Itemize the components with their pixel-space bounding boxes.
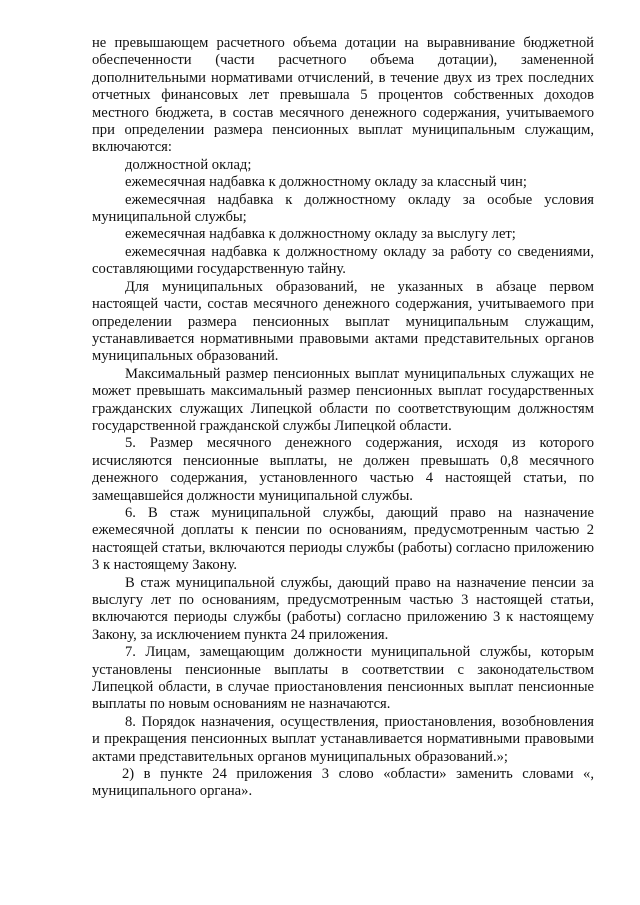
paragraph-part-8: 8. Порядок назначения, осуществления, приостановления, возобновления и прекращения пенсионных выплат устанавливается нормативными правовыми актами представительных органов муниципальных образований.»; — [92, 713, 594, 765]
paragraph-part-6: 6. В стаж муниципальной службы, дающий право на назначение ежемесячной доплаты к пенсии по основаниям, предусмотренным частью 2 настоящей статьи, включаются периоды службы (работы) согласно приложению 3 к настоящему Закону. — [92, 504, 594, 574]
paragraph-continuation: не превышающем расчетного объема дотации на выравнивание бюджетной обеспеченности (части расчетного объема дотации), замененной дополнительными нормативами отчислений, в течение двух из трех последних отчетных финансовых лет превышала 5 процентов собственных доходов местного бюджета, в состав месячного денежного содержания, учитываемого при определении размера пенсионных выплат муниципальным служащим, включаются: — [92, 35, 594, 156]
list-item-salary: должностной оклад; — [125, 156, 252, 173]
paragraph-other-municipalities: Для муниципальных образований, не указанных в абзаце первом настоящей части, состав месячного денежного содержания, учитываемого при определении размера пенсионных выплат муниципальным служащим, устанавливается нормативными правовыми актами представительных органов муниципальных образований. — [92, 278, 594, 365]
paragraph-part-5: 5. Размер месячного денежного содержания, исходя из которого исчисляются пенсионные выплаты, не должен превышать 0,8 месячного денежного содержания, установленного частью 4 настоящей статьи, по замещавшейся должности муниципальной службы. — [92, 435, 594, 504]
list-item-state-secret-bonus: ежемесячная надбавка к должностному окладу за работу со сведениями, составляющими государственную тайну. — [92, 243, 594, 278]
list-item-special-conditions-bonus: ежемесячная надбавка к должностному окладу за особые условия муниципальной службы; — [92, 191, 594, 226]
list-item-rank-bonus: ежемесячная надбавка к должностному окладу за классный чин; — [125, 174, 527, 191]
paragraph-part-7: 7. Лицам, замещающим должности муниципальной службы, которым установлены пенсионные выплаты в соответствии с законодательством Липецкой области, в случае приостановления пенсионных выплат пенсионные выплаты по новым основаниям не назначаются. — [92, 644, 594, 713]
paragraph-item-2: 2) в пункте 24 приложения 3 слово «области» заменить словами «, муниципального органа». — [92, 766, 594, 800]
paragraph-maximum-pension: Максимальный размер пенсионных выплат муниципальных служащих не может превышать максимальный размер пенсионных выплат государственных гражданских служащих Липецкой области по соответствующим должностям государственной гражданской службы Липецкой области. — [92, 365, 594, 434]
list-item-seniority-bonus: ежемесячная надбавка к должностному окладу за выслугу лет; — [125, 226, 516, 243]
paragraph-part-6-second: В стаж муниципальной службы, дающий право на назначение пенсии за выслугу лет по основаниям, предусмотренным частью 3 настоящей статьи, включаются периоды службы (работы) согласно приложению 3 к настоящему Закону, за исключением пункта 24 приложения. — [92, 574, 594, 643]
